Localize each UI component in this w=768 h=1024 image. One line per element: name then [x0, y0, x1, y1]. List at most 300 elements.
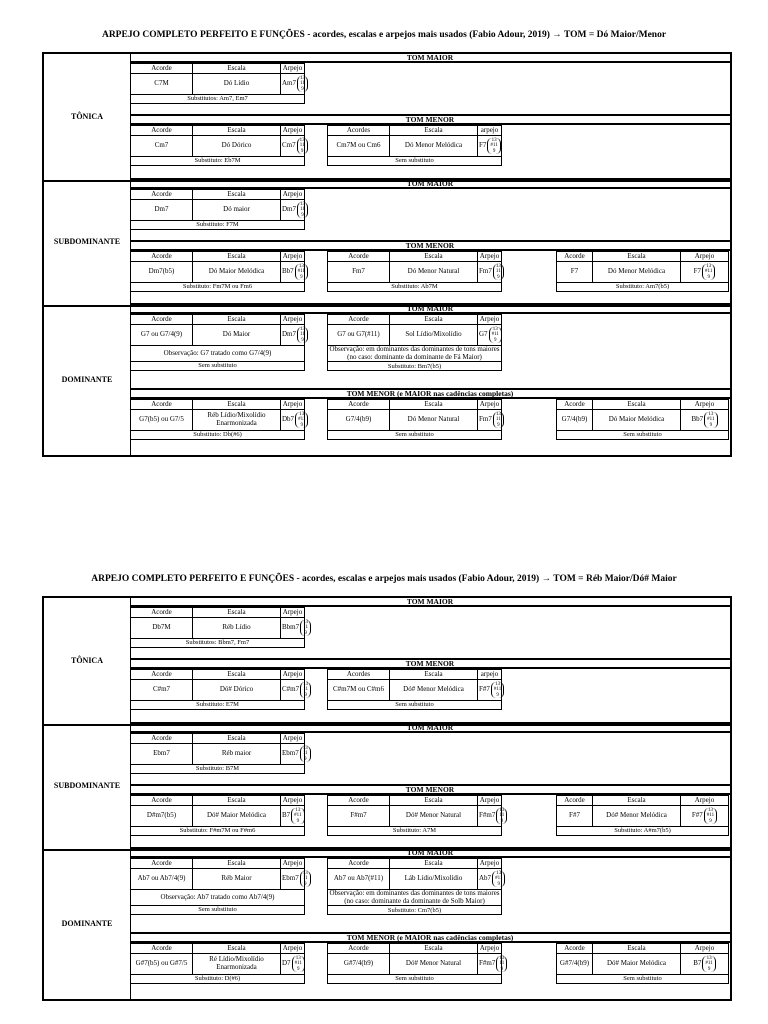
function-label-tonica: TÔNICA	[70, 111, 103, 121]
extensions-stack	[300, 620, 311, 636]
scale-name: Dó Maior Melódica	[193, 262, 281, 283]
observation-text: Observação: Ab7 tratado como Ab7/4(9)	[131, 890, 305, 906]
header-escala: Escala	[390, 252, 478, 262]
arpeggio-cell	[281, 806, 305, 827]
substitute-row	[557, 283, 729, 292]
header-row	[557, 252, 729, 262]
extension-1: 11	[303, 625, 309, 631]
scale-name: Sol Lídio/Mixolídio	[390, 325, 478, 346]
chord-name: C#m7	[131, 680, 193, 701]
arpeggio	[479, 808, 507, 824]
substitute-text: Sem substituto	[131, 362, 305, 371]
extension-0: 13	[495, 264, 501, 270]
extension-2: 9	[709, 818, 712, 824]
extensions-stack	[704, 808, 717, 824]
extension-1: #11	[491, 332, 499, 338]
chord-name: F#m7	[328, 806, 390, 827]
header-arpejo: Arpejo	[281, 944, 305, 954]
scale-name: Réb Lídio/Mixolídio Enarmonizada	[193, 410, 281, 431]
arpeggio-chord: Ab7	[479, 874, 492, 883]
extension-1: #11	[705, 269, 713, 275]
arpeggio-cell	[478, 410, 502, 431]
extension-0: 13	[302, 871, 308, 877]
header-escala: Escala	[390, 126, 478, 136]
chord-grid	[130, 251, 305, 292]
substitute-text: Substituto: Ab7M	[328, 283, 502, 292]
extension-1: 11	[495, 269, 501, 275]
header-escala: Escala	[193, 64, 281, 74]
header-escala: Escala	[193, 126, 281, 136]
chord-grid	[327, 399, 502, 440]
scale-name: Dó Dórico	[193, 136, 281, 157]
substitute-row	[328, 362, 502, 371]
extension-2: 9	[304, 630, 307, 636]
arpeggio-chord: G7	[479, 330, 488, 339]
extension-2: 9	[707, 966, 711, 972]
substitute-text: Substituto: Db(#6)	[131, 431, 305, 440]
header-row	[328, 315, 502, 325]
header-row	[328, 252, 502, 262]
header-escala: Escala	[593, 796, 681, 806]
arpeggio	[694, 264, 716, 280]
substitute-text: Substituto: E7M	[131, 701, 305, 710]
extensions-stack	[297, 202, 308, 218]
extensions-stack	[300, 682, 311, 698]
extension-1: #11	[706, 813, 715, 819]
header-escala: Escala	[193, 944, 281, 954]
scale-name: Dó Menor Natural	[390, 262, 478, 283]
scale-name: Dó Maior	[193, 325, 281, 346]
header-acorde: Acorde	[328, 944, 390, 954]
chord-name: C7M	[131, 74, 193, 95]
arpeggio-cell	[681, 410, 729, 431]
chord-name: G7 ou G7(#11)	[328, 325, 390, 346]
extension-1: #11	[297, 269, 305, 275]
header-row	[131, 64, 305, 74]
header-escala: Escala	[193, 400, 281, 410]
chord-name: G7 ou G7/4(9)	[131, 325, 193, 346]
header-row	[557, 400, 729, 410]
substitute-row	[328, 827, 502, 836]
chord-name: Dm7	[131, 200, 193, 221]
scale-name: Dó Lídio	[193, 74, 281, 95]
header-arpejo: Arpejo	[478, 944, 502, 954]
substitute-text: Sem substituto	[328, 701, 502, 710]
extension-1: 11	[302, 751, 308, 757]
key-band: TOM MAIOR	[130, 847, 730, 858]
scale-name: Réb maior	[193, 744, 281, 765]
arpeggio-chord: Fm7	[479, 267, 492, 276]
chord-row	[557, 954, 729, 975]
chord-grid	[130, 733, 308, 774]
arpeggio-chord: Dm7	[282, 205, 296, 214]
key-band: TOM MENOR	[130, 114, 730, 125]
arpeggio	[282, 620, 311, 636]
header-row	[328, 126, 502, 136]
header-arpejo: Arpejo	[281, 64, 305, 74]
arpeggio	[693, 956, 716, 972]
chord-row	[131, 618, 305, 639]
extension-0: 13	[706, 264, 712, 270]
extension-2: 9	[301, 337, 304, 343]
header-arpejo: Arpejo	[478, 400, 502, 410]
function-label-subdominante: SUBDOMINANTE	[53, 237, 121, 246]
page-title: ARPEJO COMPLETO PERFEITO E FUNÇÕES - acordes, escalas e arpejos mais usados (Fabio Adour, 2019) → TOM = Réb Maior/Dó# Maior	[91, 574, 677, 584]
header-arpejo: Arpejo	[281, 796, 305, 806]
chord-grid	[327, 125, 502, 166]
header-acorde: Acorde	[131, 734, 193, 744]
extension-0: 13	[300, 327, 305, 333]
extension-1: 11	[302, 876, 308, 882]
scale-name: Dó# Maior Melódica	[593, 954, 681, 975]
header-acorde: Acorde	[328, 315, 390, 325]
chord-grid	[130, 607, 309, 648]
header-escala: Escala	[193, 315, 281, 325]
extension-2: 9	[300, 422, 303, 428]
extensions-stack	[300, 746, 311, 762]
extension-1: #11	[294, 813, 302, 819]
extensions-stack	[702, 264, 715, 280]
substitute-row	[131, 362, 305, 371]
key-band: TOM MENOR	[130, 240, 730, 251]
arpeggio-chord: D7	[282, 959, 291, 968]
arpeggio-chord: Db7	[282, 415, 295, 424]
header-arpejo: Arpejo	[681, 796, 729, 806]
chord-name: Db7M	[131, 618, 193, 639]
chord-row	[328, 869, 502, 890]
header-escala: Escala	[193, 608, 281, 618]
arpeggio-chord: Bbm7	[282, 623, 300, 632]
chord-row	[557, 806, 729, 827]
extension-0: 13	[496, 871, 502, 877]
chord-name: G7/4(b9)	[557, 410, 593, 431]
extension-1: 11	[299, 143, 305, 149]
extensions-stack	[496, 808, 507, 824]
header-escala: Escala	[390, 796, 478, 806]
extension-0: 13	[300, 202, 305, 208]
header-row	[557, 796, 729, 806]
substitute-row	[328, 283, 502, 292]
extensions-stack	[493, 412, 504, 428]
chord-grid	[130, 858, 308, 915]
substitute-row	[557, 431, 729, 440]
chord-grid	[327, 251, 502, 292]
chord-name: G7(b5) ou G7/5	[131, 410, 193, 431]
key-band: TOM MENOR (e MAIOR nas cadências completas)	[130, 932, 730, 943]
header-row	[131, 126, 305, 136]
header-escala: Escala	[593, 944, 681, 954]
chord-row	[131, 410, 305, 431]
substitute-text: Substitutos: Bbm7, Fm7	[131, 639, 305, 648]
header-escala: Escala	[193, 670, 281, 680]
header-arpejo: arpejo	[478, 670, 502, 680]
header-acorde: Acorde	[328, 400, 390, 410]
extension-2: 9	[497, 422, 500, 428]
extensions-stack	[292, 956, 305, 972]
substitute-text: Sem substituto	[328, 157, 502, 166]
arpeggio-cell	[281, 869, 308, 890]
substitute-row	[557, 827, 729, 836]
extensions-stack	[300, 871, 311, 887]
scale-name: Dó# Menor Melódica	[593, 806, 681, 827]
header-row	[328, 400, 502, 410]
extension-2: 9	[300, 274, 303, 280]
chord-row	[131, 744, 305, 765]
extensions-stack	[291, 808, 304, 824]
arpeggio	[479, 264, 504, 280]
arpeggio	[479, 682, 504, 698]
substitute-row	[131, 95, 305, 104]
arpeggio	[479, 871, 505, 887]
header-row	[131, 670, 305, 680]
substitute-row	[131, 765, 305, 774]
header-acorde: Acorde	[557, 252, 593, 262]
arpeggio-cell	[281, 410, 305, 431]
header-arpejo: Arpejo	[281, 252, 305, 262]
extension-0: 13	[302, 746, 308, 752]
scale-name: Dó# Menor Natural	[390, 954, 478, 975]
chord-grid	[130, 63, 305, 104]
chord-name: Ab7 ou Ab7(#11)	[328, 869, 390, 890]
arpeggio-chord: Ebm7	[282, 874, 299, 883]
substitute-row	[131, 157, 305, 166]
arpeggio-cell	[478, 680, 502, 701]
extension-1: #11	[705, 961, 713, 967]
substitute-text: Substituto: A#m7(b5)	[557, 827, 729, 836]
header-acorde: Acorde	[557, 796, 593, 806]
header-acorde: Acorde	[131, 670, 193, 680]
scale-name: Dó# Maior Melódica	[193, 806, 281, 827]
extension-0: 13	[707, 808, 713, 814]
extension-0: 13	[300, 76, 305, 82]
arpeggio-chord: Bb7	[282, 267, 294, 276]
extensions-stack	[295, 264, 308, 280]
key-band: TOM MAIOR	[130, 178, 730, 189]
arpeggio	[282, 264, 308, 280]
chord-row	[328, 262, 502, 283]
chord-function-sheet	[42, 52, 732, 457]
arpeggio	[692, 808, 717, 824]
arpeggio-chord: Bb7	[691, 415, 704, 424]
chord-grid	[327, 858, 502, 915]
header-acorde: Acorde	[131, 400, 193, 410]
chord-grid	[556, 795, 729, 836]
observation-row	[131, 346, 305, 362]
arpeggio-cell	[281, 744, 308, 765]
chord-row	[131, 200, 305, 221]
chord-grid	[556, 399, 729, 440]
function-label-dominante: DOMINANTE	[61, 918, 113, 928]
arpeggio	[282, 202, 308, 218]
chord-name: C#m7M ou C#m6	[328, 680, 390, 701]
extensions-stack	[496, 956, 507, 972]
chord-name: F7	[557, 262, 593, 283]
observation-row	[131, 890, 305, 906]
header-escala: Escala	[193, 734, 281, 744]
arpeggio-chord: Am7	[282, 79, 296, 88]
arpeggio	[282, 76, 308, 92]
substitute-text: Substituto: Eb7M	[131, 157, 305, 166]
chord-grid	[556, 943, 729, 984]
extension-0: 13	[299, 138, 305, 144]
substitute-row	[131, 283, 305, 292]
substitute-text: Substituto: F#m7M ou F#m6	[131, 827, 305, 836]
chord-grid	[327, 943, 505, 984]
chord-grid	[130, 669, 309, 710]
extensions-stack	[297, 327, 308, 343]
extension-2: 9	[709, 422, 713, 428]
extension-1: #11	[294, 961, 302, 967]
header-escala: Escala	[193, 252, 281, 262]
arpeggio-cell	[281, 680, 309, 701]
arpeggio-cell	[478, 325, 502, 346]
substitute-text: Substitutos: Am7, Em7	[131, 95, 305, 104]
key-band: TOM MENOR	[130, 784, 730, 795]
scale-name: Dó Menor Melódica	[593, 262, 681, 283]
extension-2: 9	[303, 756, 307, 762]
arpeggio-cell	[281, 262, 305, 283]
scale-name: Ré Lídio/Mixolídio Enarmonizada	[193, 954, 281, 975]
header-arpejo: Arpejo	[681, 252, 729, 262]
extension-1: #11	[298, 417, 306, 423]
chord-grid	[130, 399, 305, 440]
substitute-text: Substituto: D(#6)	[131, 975, 305, 984]
header-row	[557, 944, 729, 954]
arpeggio-cell	[281, 618, 309, 639]
header-acorde: Acorde	[131, 315, 193, 325]
extension-2: 9	[493, 337, 497, 343]
header-escala: Escala	[193, 859, 281, 869]
header-arpejo: Arpejo	[281, 190, 305, 200]
arpeggio-chord: F#m7	[479, 811, 496, 820]
header-acorde: Acorde	[131, 190, 193, 200]
extension-0: 13	[299, 412, 305, 418]
header-escala: Escala	[390, 944, 478, 954]
chord-row	[557, 410, 729, 431]
chord-row	[131, 262, 305, 283]
chord-grid	[130, 314, 305, 371]
observation-row	[328, 346, 502, 362]
extensions-stack	[704, 412, 717, 428]
substitute-row	[328, 701, 502, 710]
arpeggio	[282, 956, 305, 972]
header-row	[131, 190, 305, 200]
extension-1: #11	[707, 417, 715, 423]
extension-0: 13	[495, 412, 501, 418]
substitute-text: Substituto: Cm7(b5)	[328, 906, 502, 915]
chord-grid	[130, 943, 305, 984]
scale-name: Dó maior	[193, 200, 281, 221]
arpeggio-chord: F#7	[691, 811, 703, 820]
arpeggio-cell	[681, 262, 729, 283]
arpeggio-chord: Fm7	[479, 415, 492, 424]
header-escala: Escala	[390, 315, 478, 325]
extension-0: 13	[492, 327, 498, 333]
key-band: TOM MENOR (e MAIOR nas cadências completas)	[130, 388, 730, 399]
chord-name: Fm7	[328, 262, 390, 283]
header-escala: Escala	[193, 796, 281, 806]
arpeggio-chord: C#m7	[282, 685, 300, 694]
header-row	[328, 796, 502, 806]
header-arpejo: Arpejo	[281, 126, 305, 136]
header-arpejo: Arpejo	[281, 400, 305, 410]
extension-1: 11	[499, 813, 505, 819]
extension-0: 13	[499, 808, 505, 814]
header-acorde: Acordes	[328, 670, 390, 680]
header-row	[131, 734, 305, 744]
chord-grid	[327, 795, 505, 836]
page-title: ARPEJO COMPLETO PERFEITO E FUNÇÕES - acordes, escalas e arpejos mais usados (Fabio Adour, 2019) → TOM = Dó Maior/Menor	[101, 30, 667, 40]
extension-0: 13	[706, 956, 712, 962]
chord-grid	[130, 125, 305, 166]
extension-0: 13	[495, 682, 501, 688]
arpeggio-chord: F#m7	[479, 959, 496, 968]
header-escala: Escala	[390, 670, 478, 680]
key-band: TOM MENOR	[130, 658, 730, 669]
chord-row	[131, 74, 305, 95]
extensions-stack	[702, 956, 715, 972]
arpeggio	[282, 682, 311, 698]
header-row	[328, 670, 502, 680]
header-arpejo: arpejo	[478, 126, 502, 136]
arpeggio-cell	[478, 262, 502, 283]
chord-row	[131, 869, 305, 890]
header-arpejo: Arpejo	[681, 400, 729, 410]
arpeggio	[479, 412, 504, 428]
extension-1: 11	[300, 207, 305, 213]
substitute-row	[328, 431, 502, 440]
substitute-row	[557, 975, 729, 984]
chord-row	[328, 806, 502, 827]
arpeggio-cell	[681, 954, 729, 975]
chord-name: Ebm7	[131, 744, 193, 765]
substitute-text: Substituto: F7M	[131, 221, 305, 230]
key-band: TOM MAIOR	[130, 303, 730, 314]
chord-row	[557, 262, 729, 283]
chord-row	[328, 136, 502, 157]
substitute-text: Sem substituto	[328, 431, 502, 440]
arpeggio	[282, 871, 311, 887]
key-band: TOM MAIOR	[130, 722, 730, 733]
header-acorde: Acorde	[328, 252, 390, 262]
substitute-text: Sem substituto	[557, 975, 729, 984]
substitute-text: Substituto: Am7(b5)	[557, 283, 729, 292]
header-acorde: Acorde	[328, 796, 390, 806]
header-acorde: Acorde	[131, 859, 193, 869]
extension-2: 9	[497, 274, 500, 280]
arpeggio	[282, 327, 308, 343]
arpeggio	[479, 327, 502, 343]
header-acorde: Acordes	[328, 126, 390, 136]
chord-row	[131, 806, 305, 827]
header-acorde: Acorde	[328, 859, 390, 869]
header-arpejo: Arpejo	[478, 315, 502, 325]
extension-2: 9	[303, 881, 307, 887]
substitute-row	[328, 157, 502, 166]
extension-0: 13	[295, 956, 301, 962]
substitute-text: Sem substituto	[131, 906, 305, 915]
extensions-stack	[492, 871, 505, 887]
arpeggio	[282, 746, 311, 762]
chord-function-sheet	[42, 596, 732, 1001]
substitute-row	[131, 639, 305, 648]
header-acorde: Acorde	[131, 64, 193, 74]
function-label-dominante: DOMINANTE	[61, 374, 113, 384]
header-arpejo: Arpejo	[478, 252, 502, 262]
header-arpejo: Arpejo	[478, 796, 502, 806]
scale-name: Dó Menor Melódica	[390, 136, 478, 157]
extensions-stack	[297, 76, 308, 92]
